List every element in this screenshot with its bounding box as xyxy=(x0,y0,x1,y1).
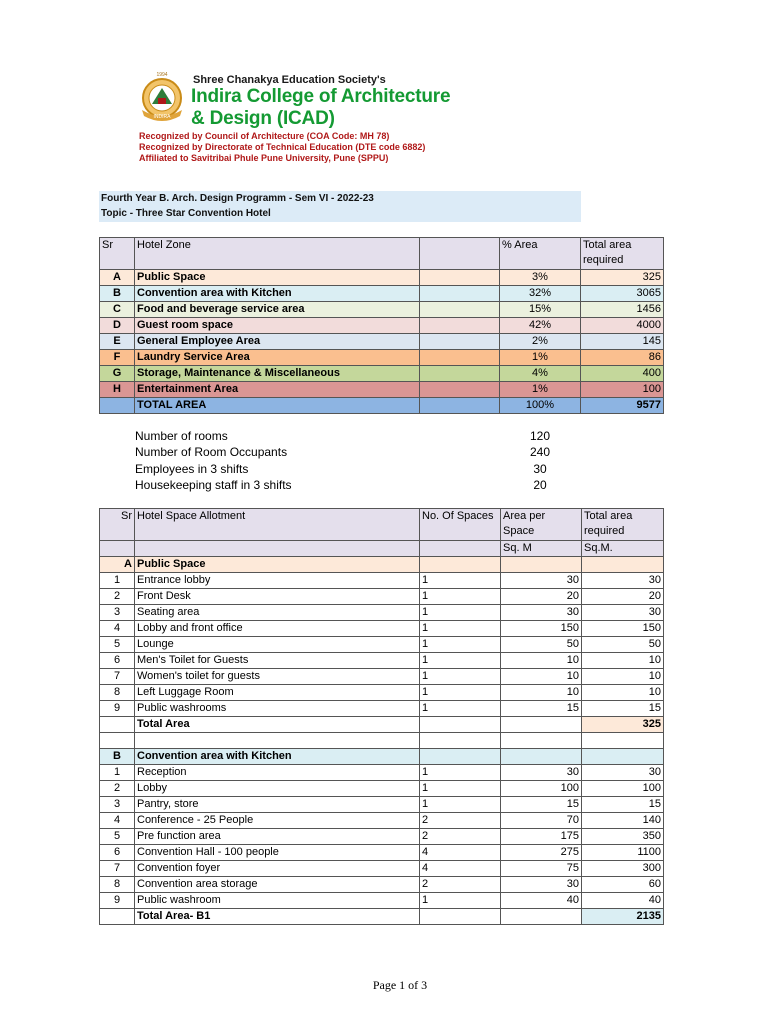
zone-name: Storage, Maintenance & Miscellaneous xyxy=(135,366,420,382)
zone-total: 1456 xyxy=(581,302,664,318)
allot-header-count: No. Of Spaces xyxy=(420,509,501,541)
zone-blank xyxy=(420,366,500,382)
allot-header-area: Area per Space xyxy=(501,509,582,541)
row-sr: 3 xyxy=(100,605,135,621)
zone-sr: D xyxy=(100,318,135,334)
row-total: 10 xyxy=(582,685,664,701)
recognition-dte: Recognized by Directorate of Technical Education (DTE code 6882) xyxy=(139,142,426,152)
row-sr: 8 xyxy=(100,685,135,701)
table-row xyxy=(100,845,664,861)
zone-total-row xyxy=(100,398,664,414)
row-name: Seating area xyxy=(135,605,420,621)
row-area: 15 xyxy=(501,797,582,813)
section-code: A xyxy=(100,557,135,573)
college-name-line1: Indira College of Architecture xyxy=(191,86,451,107)
row-count: 1 xyxy=(420,653,501,669)
row-area: 30 xyxy=(501,605,582,621)
row-sr: 7 xyxy=(100,861,135,877)
stat-value: 120 xyxy=(529,429,551,443)
stat-label: Housekeeping staff in 3 shifts xyxy=(135,477,292,492)
total-blank xyxy=(420,717,501,733)
row-total: 50 xyxy=(582,637,664,653)
row-sr: 5 xyxy=(100,637,135,653)
section-blank xyxy=(501,749,582,765)
college-name-line2: & Design (ICAD) xyxy=(191,108,335,129)
zone-sr: B xyxy=(100,286,135,302)
row-sr: 5 xyxy=(100,829,135,845)
row-name: Women's toilet for guests xyxy=(135,669,420,685)
row-area: 150 xyxy=(501,621,582,637)
row-name: Public washrooms xyxy=(135,701,420,717)
zone-blank xyxy=(420,350,500,366)
row-count: 1 xyxy=(420,893,501,909)
affiliation-sppu: Affiliated to Savitribai Phule Pune University, Pune (SPPU) xyxy=(139,153,389,163)
zone-header-total: Total area required xyxy=(581,238,664,270)
zone-total: 400 xyxy=(581,366,664,382)
row-count: 2 xyxy=(420,877,501,893)
program-topic: Topic - Three Star Convention Hotel xyxy=(101,208,271,219)
zone-total: 3065 xyxy=(581,286,664,302)
table-row xyxy=(100,621,664,637)
zone-blank xyxy=(420,318,500,334)
section-total-value: 2135 xyxy=(582,909,664,925)
row-count: 4 xyxy=(420,845,501,861)
zone-total: 86 xyxy=(581,350,664,366)
row-total: 100 xyxy=(582,781,664,797)
emblem-ribbon-text: INDIRA xyxy=(153,114,171,120)
zone-sr: G xyxy=(100,366,135,382)
zone-name: Entertainment Area xyxy=(135,382,420,398)
table-row xyxy=(100,861,664,877)
allot-header-total: Total area required xyxy=(582,509,664,541)
hotel-zone-table xyxy=(99,237,664,414)
table-row xyxy=(100,685,664,701)
row-area: 40 xyxy=(501,893,582,909)
zone-blank xyxy=(420,286,500,302)
row-name: Convention Hall - 100 people xyxy=(135,845,420,861)
spacer-cell xyxy=(582,733,664,749)
units-blank xyxy=(135,541,420,557)
row-count: 1 xyxy=(420,701,501,717)
section-total-row xyxy=(100,717,664,733)
allot-header-sr: Sr xyxy=(100,509,135,541)
zone-sr: C xyxy=(100,302,135,318)
zone-blank xyxy=(420,382,500,398)
zone-total-sr xyxy=(100,398,135,414)
section-blank xyxy=(582,557,664,573)
row-sr: 7 xyxy=(100,669,135,685)
table-row xyxy=(100,781,664,797)
row-total: 30 xyxy=(582,765,664,781)
row-total: 60 xyxy=(582,877,664,893)
row-total: 350 xyxy=(582,829,664,845)
section-blank xyxy=(420,749,501,765)
row-count: 1 xyxy=(420,637,501,653)
row-area: 50 xyxy=(501,637,582,653)
page-number: Page 1 of 3 xyxy=(372,978,428,992)
table-row xyxy=(100,829,664,845)
section-total-value: 325 xyxy=(582,717,664,733)
space-allotment-table xyxy=(99,508,664,925)
row-total: 30 xyxy=(582,573,664,589)
row-name: Convention foyer xyxy=(135,861,420,877)
row-area: 70 xyxy=(501,813,582,829)
zone-total: 145 xyxy=(581,334,664,350)
program-title: Fourth Year B. Arch. Design Programm - Sem VI - 2022-23 xyxy=(101,193,374,204)
units-blank xyxy=(100,541,135,557)
zone-blank xyxy=(420,398,500,414)
zone-sr: H xyxy=(100,382,135,398)
row-count: 1 xyxy=(420,781,501,797)
allot-header-space: Hotel Space Allotment xyxy=(135,509,420,541)
row-sr: 1 xyxy=(100,765,135,781)
row-sr: 1 xyxy=(100,573,135,589)
zone-name: Guest room space xyxy=(135,318,420,334)
row-total: 20 xyxy=(582,589,664,605)
table-row xyxy=(100,893,664,909)
table-row xyxy=(100,701,664,717)
table-row xyxy=(100,589,664,605)
section-total-row xyxy=(100,909,664,925)
zone-name: General Employee Area xyxy=(135,334,420,350)
row-total: 10 xyxy=(582,669,664,685)
row-sr: 4 xyxy=(100,621,135,637)
row-name: Lounge xyxy=(135,637,420,653)
table-row xyxy=(100,669,664,685)
row-name: Public washroom xyxy=(135,893,420,909)
zone-name: Laundry Service Area xyxy=(135,350,420,366)
table-row xyxy=(100,813,664,829)
row-area: 10 xyxy=(501,685,582,701)
section-blank xyxy=(582,749,664,765)
table-row xyxy=(100,382,664,398)
stat-value: 240 xyxy=(529,445,551,460)
zone-total-value: 9577 xyxy=(581,398,664,414)
row-total: 10 xyxy=(582,653,664,669)
row-count: 1 xyxy=(420,685,501,701)
row-name: Men's Toilet for Guests xyxy=(135,653,420,669)
row-count: 1 xyxy=(420,573,501,589)
zone-sr: E xyxy=(100,334,135,350)
table-row xyxy=(100,877,664,893)
zone-pct: 1% xyxy=(500,382,581,398)
row-area: 10 xyxy=(501,653,582,669)
units-blank xyxy=(420,541,501,557)
row-sr: 6 xyxy=(100,653,135,669)
table-row xyxy=(100,797,664,813)
row-count: 1 xyxy=(420,797,501,813)
row-sr: 9 xyxy=(100,701,135,717)
row-sr: 3 xyxy=(100,797,135,813)
section-blank xyxy=(420,557,501,573)
section-total-label: Total Area- B1 xyxy=(135,909,420,925)
row-total: 30 xyxy=(582,605,664,621)
row-total: 140 xyxy=(582,813,664,829)
table-row xyxy=(100,605,664,621)
total-blank xyxy=(100,909,135,925)
row-name: Entrance lobby xyxy=(135,573,420,589)
total-blank xyxy=(501,717,582,733)
zone-sr: A xyxy=(100,270,135,286)
row-count: 1 xyxy=(420,669,501,685)
row-total: 150 xyxy=(582,621,664,637)
spacer-cell xyxy=(100,733,135,749)
table-row xyxy=(100,318,664,334)
zone-pct: 1% xyxy=(500,350,581,366)
college-emblem-logo xyxy=(136,70,188,128)
table-row xyxy=(100,637,664,653)
spacer-row xyxy=(100,733,664,749)
row-total: 1100 xyxy=(582,845,664,861)
row-sr: 8 xyxy=(100,877,135,893)
row-count: 1 xyxy=(420,605,501,621)
society-name: Shree Chanakya Education Society's xyxy=(193,74,386,86)
zone-name: Public Space xyxy=(135,270,420,286)
row-name: Lobby and front office xyxy=(135,621,420,637)
section-code: B xyxy=(100,749,135,765)
zone-name: Convention area with Kitchen xyxy=(135,286,420,302)
row-area: 30 xyxy=(501,765,582,781)
table-row xyxy=(100,270,664,286)
table-row xyxy=(100,366,664,382)
zone-total-label: TOTAL AREA xyxy=(135,398,420,414)
total-blank xyxy=(100,717,135,733)
spacer-cell xyxy=(135,733,420,749)
row-sr: 2 xyxy=(100,781,135,797)
row-name: Pre function area xyxy=(135,829,420,845)
zone-blank xyxy=(420,334,500,350)
table-row xyxy=(100,765,664,781)
row-count: 1 xyxy=(420,765,501,781)
row-total: 40 xyxy=(582,893,664,909)
zone-sr: F xyxy=(100,350,135,366)
row-count: 4 xyxy=(420,861,501,877)
total-blank xyxy=(501,909,582,925)
row-area: 75 xyxy=(501,861,582,877)
recognition-coa: Recognized by Council of Architecture (COA Code: MH 78) xyxy=(139,131,390,141)
row-area: 15 xyxy=(501,701,582,717)
table-row xyxy=(100,286,664,302)
spacer-cell xyxy=(420,733,501,749)
row-count: 2 xyxy=(420,829,501,845)
row-name: Reception xyxy=(135,765,420,781)
row-name: Front Desk xyxy=(135,589,420,605)
zone-pct: 3% xyxy=(500,270,581,286)
unit-area: Sq. M xyxy=(501,541,582,557)
row-area: 10 xyxy=(501,669,582,685)
section-header-row xyxy=(100,749,664,765)
section-total-label: Total Area xyxy=(135,717,420,733)
zone-pct: 42% xyxy=(500,318,581,334)
zone-header-sr: Sr xyxy=(100,238,135,270)
section-name: Convention area with Kitchen xyxy=(135,749,420,765)
table-row xyxy=(100,653,664,669)
stat-label: Employees in 3 shifts xyxy=(135,461,249,476)
row-count: 1 xyxy=(420,589,501,605)
zone-header-blank xyxy=(420,238,500,270)
table-row xyxy=(100,350,664,366)
zone-blank xyxy=(420,270,500,286)
zone-header-zone: Hotel Zone xyxy=(135,238,420,270)
row-sr: 2 xyxy=(100,589,135,605)
spacer-cell xyxy=(501,733,582,749)
row-name: Conference - 25 People xyxy=(135,813,420,829)
row-sr: 4 xyxy=(100,813,135,829)
row-area: 30 xyxy=(501,877,582,893)
zone-total: 325 xyxy=(581,270,664,286)
row-count: 2 xyxy=(420,813,501,829)
zone-blank xyxy=(420,302,500,318)
row-name: Convention area storage xyxy=(135,877,420,893)
zone-pct: 15% xyxy=(500,302,581,318)
row-count: 1 xyxy=(420,621,501,637)
row-area: 275 xyxy=(501,845,582,861)
zone-pct: 2% xyxy=(500,334,581,350)
section-name: Public Space xyxy=(135,557,420,573)
section-blank xyxy=(501,557,582,573)
row-name: Pantry, store xyxy=(135,797,420,813)
stat-value: 20 xyxy=(533,477,547,492)
zone-pct: 4% xyxy=(500,366,581,382)
row-name: Lobby xyxy=(135,781,420,797)
total-blank xyxy=(420,909,501,925)
zone-name: Food and beverage service area xyxy=(135,302,420,318)
stat-label: Number of rooms xyxy=(135,429,228,443)
row-sr: 9 xyxy=(100,893,135,909)
row-area: 100 xyxy=(501,781,582,797)
stat-label: Number of Room Occupants xyxy=(135,445,288,460)
zone-pct: 32% xyxy=(500,286,581,302)
zone-total-pct: 100% xyxy=(500,398,581,414)
row-total: 15 xyxy=(582,701,664,717)
unit-total: Sq.M. xyxy=(582,541,664,557)
zone-total: 4000 xyxy=(581,318,664,334)
table-row xyxy=(100,302,664,318)
row-area: 30 xyxy=(501,573,582,589)
row-sr: 6 xyxy=(100,845,135,861)
row-total: 15 xyxy=(582,797,664,813)
row-area: 20 xyxy=(501,589,582,605)
table-row xyxy=(100,573,664,589)
row-name: Left Luggage Room xyxy=(135,685,420,701)
row-total: 300 xyxy=(582,861,664,877)
section-header-row xyxy=(100,557,664,573)
zone-header-pct: % Area xyxy=(500,238,581,270)
zone-total: 100 xyxy=(581,382,664,398)
row-area: 175 xyxy=(501,829,582,845)
table-row xyxy=(100,334,664,350)
stat-value: 30 xyxy=(533,461,547,476)
emblem-year: 1994 xyxy=(156,72,168,78)
